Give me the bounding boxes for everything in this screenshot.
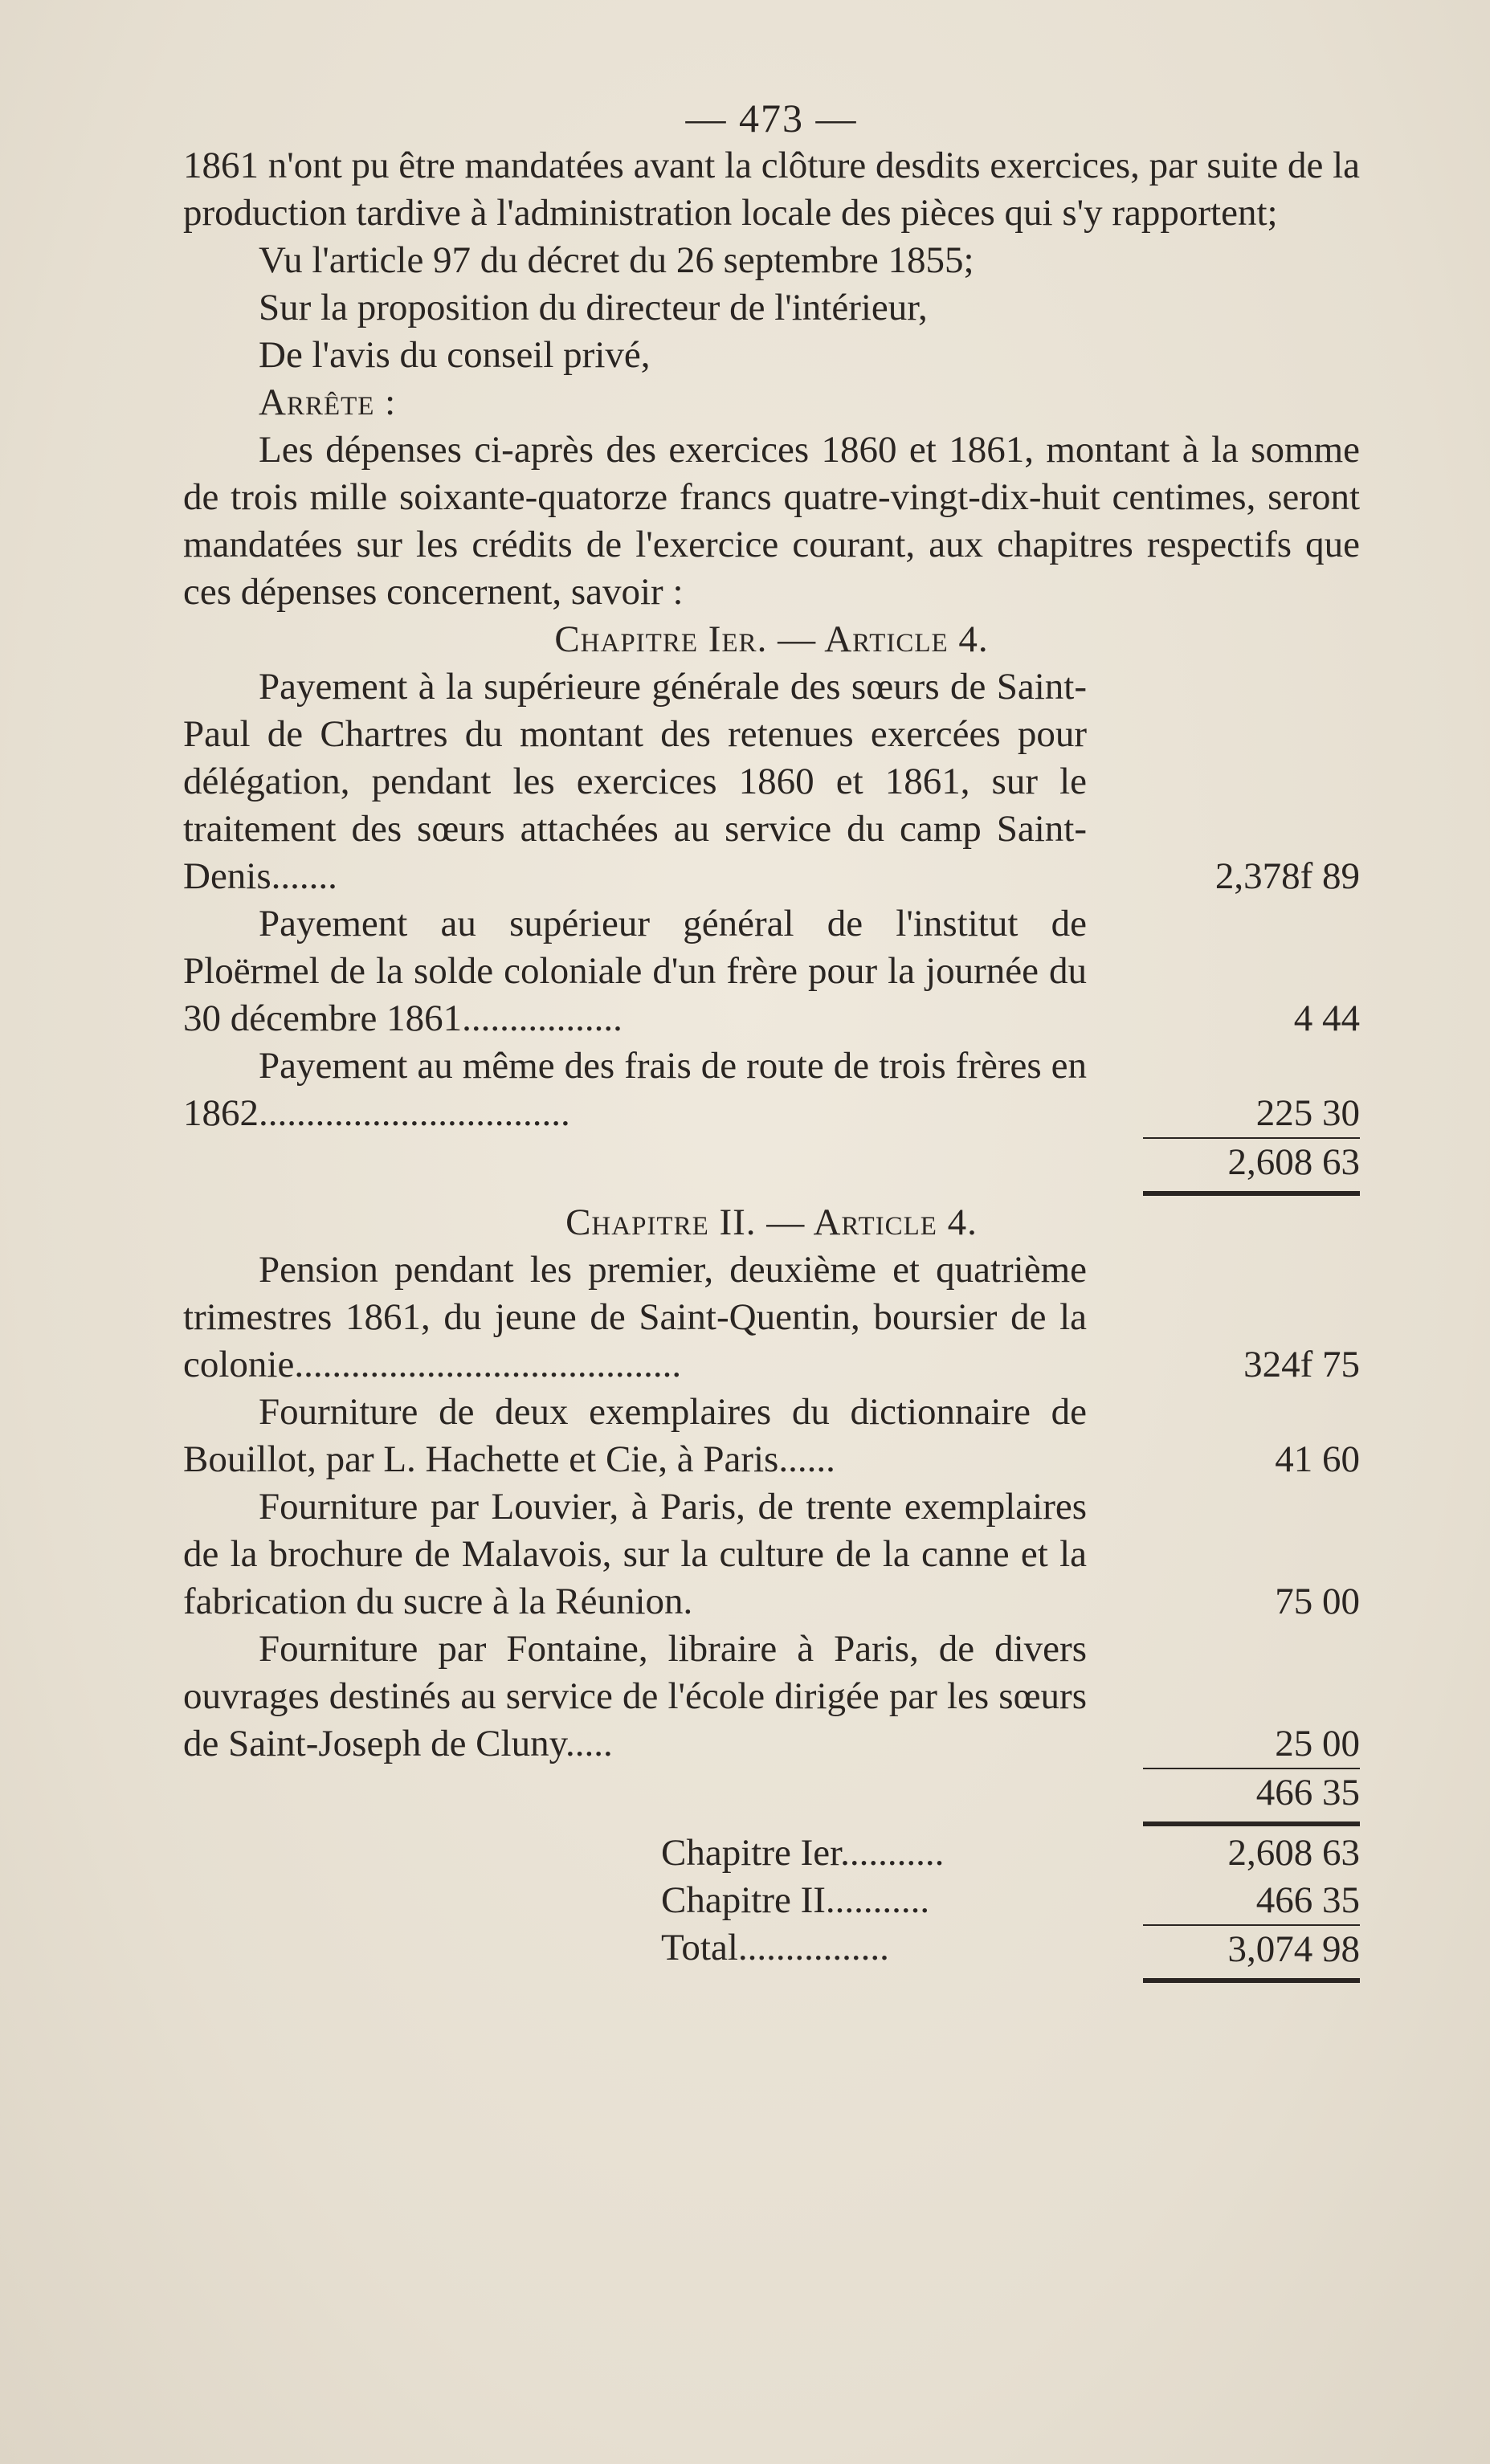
- total-row: [183, 1924, 1360, 1973]
- entry-description: Payement au supérieur général de l'institut de Ploërmel de la solde coloniale d'un frère pour la journée du 30 décembre 1861.................: [183, 903, 1087, 1039]
- chapter-1-entry: [183, 663, 1360, 900]
- entry-description: Pension pendant les premier, deuxième et quatrième trimestres 1861, du jeune de Saint-Quentin, boursier de la colonie.........................................: [183, 1249, 1087, 1385]
- chapter-2-entry: [183, 1246, 1360, 1389]
- paragraph-proposition: Sur la proposition du directeur de l'intérieur,: [259, 287, 928, 328]
- chapter-1-subtotal-row: [183, 1137, 1360, 1186]
- entry-amount: 324f 75: [1243, 1344, 1360, 1385]
- total-amount: 3,074 98: [1143, 1924, 1360, 1973]
- chapter-2-subtotal: 466 35: [1143, 1768, 1360, 1817]
- chapter-1-heading: Chapitre Ier. — Article 4.: [554, 618, 989, 660]
- entry-amount: 2,378f 89: [1214, 855, 1360, 897]
- paragraph-depenses: Les dépenses ci-après des exercices 1860 et 1861, montant à la somme de trois mille soixante-quatorze francs quatre-vingt-dix-huit centimes, seront mandatées sur les crédits de l'exercice courant, aux chapitres respectifs que ces dépenses concernent, savoir :: [183, 429, 1360, 613]
- entry-description: Payement à la supérieure générale des sœurs de Saint-Paul de Chartres du montant des retenues exercées pour délégation, pendant les exercices 1860 et 1861, sur le traitement des sœurs attachées au service du camp Saint-Denis.......: [183, 666, 1087, 897]
- entry-amount: 25 00: [1275, 1723, 1360, 1764]
- recap-label: Chapitre Ier...........: [661, 1832, 945, 1874]
- entry-description: Fourniture par Fontaine, libraire à Paris, de divers ouvrages destinés au service de l'école dirigée par les sœurs de Saint-Joseph de Cluny.....: [183, 1628, 1087, 1764]
- recap-row: [183, 1877, 1360, 1924]
- chapter-1-subtotal: 2,608 63: [1143, 1137, 1360, 1186]
- recap-amount: 466 35: [1255, 1879, 1360, 1921]
- paragraph-continuation: 1861 n'ont pu être mandatées avant la clôture desdits exercices, par suite de la production tardive à l'administration locale des pièces qui s'y rapportent;: [183, 145, 1360, 234]
- page-number: — 473 —: [685, 96, 858, 141]
- chapter-2-entry: [183, 1389, 1360, 1483]
- entry-description: Payement au même des frais de route de trois frères en 1862.................................: [183, 1045, 1087, 1134]
- chapter-1-entry: [183, 1042, 1360, 1137]
- page-body: [183, 95, 1360, 1986]
- entry-description: Fourniture par Louvier, à Paris, de trente exemplaires de la brochure de Malavois, sur la culture de la canne et la fabrication du sucre à la Réunion.: [183, 1486, 1087, 1622]
- recap-label: Chapitre II...........: [661, 1879, 930, 1921]
- total-label: Total................: [661, 1927, 889, 1968]
- entry-amount: 225 30: [1255, 1092, 1360, 1134]
- chapter-2-entry: [183, 1483, 1360, 1626]
- recap-row: [183, 1830, 1360, 1877]
- paragraph-vu: Vu l'article 97 du décret du 26 septembre 1855;: [259, 239, 974, 281]
- chapter-2-heading: Chapitre II. — Article 4.: [565, 1201, 978, 1243]
- arrete-heading: Arrête :: [259, 381, 397, 423]
- double-rule: [1143, 1191, 1360, 1196]
- double-rule: [1143, 1978, 1360, 1983]
- double-rule: [1143, 1821, 1360, 1826]
- entry-amount: 41 60: [1275, 1438, 1360, 1480]
- chapter-2-subtotal-row: [183, 1768, 1360, 1817]
- chapter-2-entry: [183, 1626, 1360, 1768]
- chapter-1-entry: [183, 900, 1360, 1042]
- entry-description: Fourniture de deux exemplaires du dictionnaire de Bouillot, par L. Hachette et Cie, à Paris......: [183, 1391, 1087, 1480]
- paragraph-avis: De l'avis du conseil privé,: [259, 334, 651, 376]
- entry-amount: 4 44: [1293, 997, 1360, 1039]
- recap-amount: 2,608 63: [1227, 1832, 1360, 1874]
- entry-amount: 75 00: [1275, 1581, 1360, 1622]
